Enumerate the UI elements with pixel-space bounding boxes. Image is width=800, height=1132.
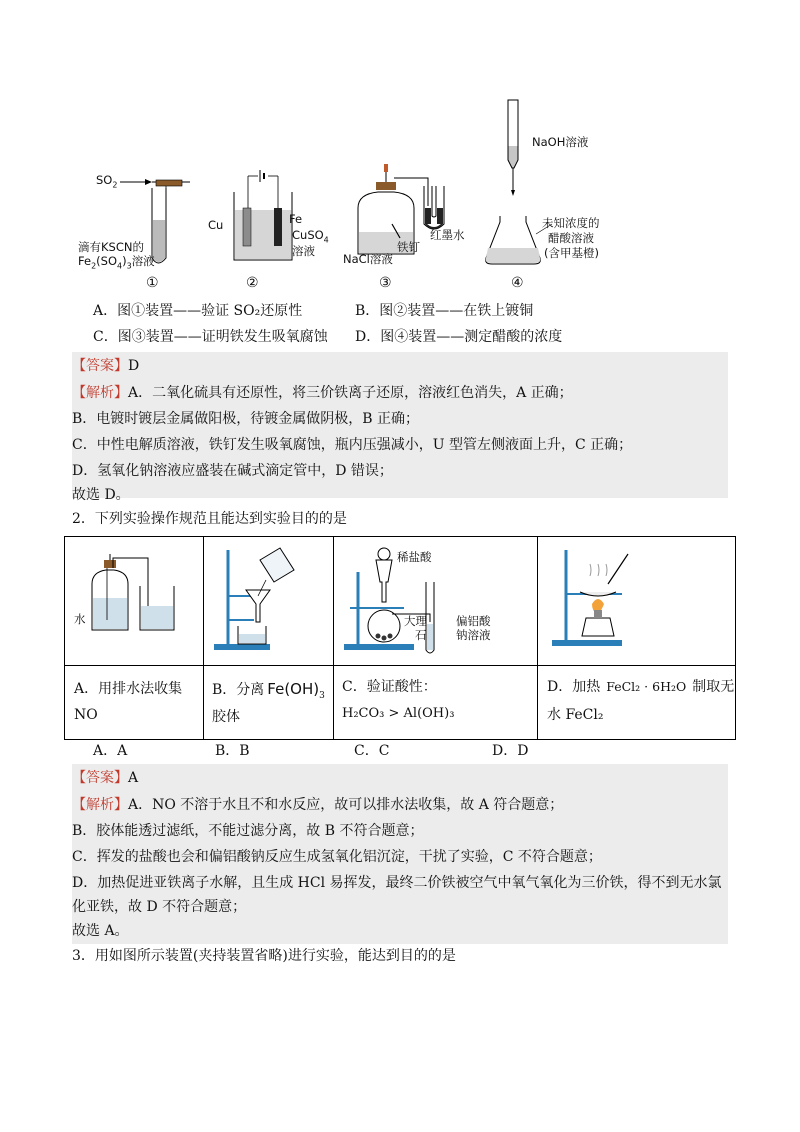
q1-option-a: A．图①装置——验证 SO₂还原性 xyxy=(93,303,303,319)
q2-label-marble-2: 石 xyxy=(415,628,427,642)
label-nacl: NaCl溶液 xyxy=(343,252,393,266)
analysis-tag: 【解析】 xyxy=(72,797,128,813)
q2-cell-a-line1: A．用排水法收集 xyxy=(74,681,183,697)
q2-choice-a: A．A xyxy=(93,743,128,759)
q2-cell-d-line2: 水 FeCl₂ xyxy=(547,707,604,723)
q2-label-dilute-hcl: 稀盐酸 xyxy=(397,550,432,564)
label-red-ink: 红墨水 xyxy=(430,228,465,242)
q2-choice-b: B．B xyxy=(215,743,250,759)
q2-label-naalo2-2: 钠溶液 xyxy=(456,628,491,642)
label-acid-line2: 醋酸溶液 xyxy=(548,231,594,245)
q3-stem: 3．用如图所示装置(夹持装置省略)进行实验，能达到目的的是 xyxy=(72,948,456,964)
label-cu: Cu xyxy=(208,218,224,232)
label-cuso4-solution: 溶液 xyxy=(292,244,315,258)
q1-analysis-line-4: D．氢氧化钠溶液应盛装在碱式滴定管中，D 错误； xyxy=(72,463,393,479)
figure-number-2: ② xyxy=(246,275,259,291)
q2-cell-c-line1: C．验证酸性： xyxy=(342,679,437,695)
q2-fig-b-filtration xyxy=(208,540,328,655)
q2-choice-c: C．C xyxy=(354,743,390,759)
q1-analysis-line-2: B．电镀时镀层金属做阳极，待镀金属做阴极，B 正确； xyxy=(72,411,420,427)
q2-analysis-line-3: C．挥发的盐酸也会和偏铝酸钠反应生成氢氧化铝沉淀，干扰了实验，C 不符合题意； xyxy=(72,849,602,865)
label-naoh: NaOH溶液 xyxy=(532,135,589,149)
q2-fig-d-heating xyxy=(548,544,648,654)
figure-number-1: ① xyxy=(146,275,159,291)
q2-label-naalo2-1: 偏铝酸 xyxy=(456,614,491,628)
answer-value: A xyxy=(128,770,139,786)
q2-answer xyxy=(72,769,138,787)
q2-analysis-line-2: B．胶体能透过滤纸，不能过滤分离，故 B 不符合题意； xyxy=(72,823,424,839)
q2-fig-a-water-collection xyxy=(84,550,184,640)
q2-cell-b-line2: 胶体 xyxy=(212,709,240,725)
q1-analysis-line-5: 故选 D。 xyxy=(72,487,130,503)
q2-cell-b-line1: B．分离 $Fe(OH)_3$ xyxy=(212,680,325,701)
figure-number-4: ④ xyxy=(511,275,524,291)
q2-analysis-line-6: 故选 A。 xyxy=(72,923,129,939)
q1-option-d: D．图④装置——测定醋酸的浓度 xyxy=(355,329,563,345)
q2-cell-a-line2: NO xyxy=(74,707,98,723)
label-cuso4: CuSO$_4$ xyxy=(292,228,329,245)
label-so2: $SO_2$ xyxy=(96,173,118,190)
label-iron-nail: 铁钉 xyxy=(397,240,420,254)
figure-number-3: ③ xyxy=(379,275,392,291)
label-acid-line1: 未知浓度的 xyxy=(542,216,600,230)
answer-tag: 【答案】 xyxy=(72,770,128,786)
q1-option-c: C．图③装置——证明铁发生吸氧腐蚀 xyxy=(93,329,328,345)
q2-cell-c-line2: H₂CO₃ > Al(OH)₃ xyxy=(342,706,455,721)
q2-choice-d: D．D xyxy=(492,743,529,759)
q2-cell-d-line1: D．加热 FeCl₂ · 6H₂O 制取无 xyxy=(547,679,735,695)
q1-answer xyxy=(72,357,139,375)
q1-option-b: B．图②装置——在铁上镀铜 xyxy=(355,303,534,319)
label-kscn-line1: 滴有KSCN的 xyxy=(78,240,144,254)
q1-analysis-line-1: 【解析】A．二氧化硫具有还原性，将三价铁离子还原，溶液红色消失，A 正确； xyxy=(72,385,573,401)
q1-analysis-line-3: C．中性电解质溶液，铁钉发生吸氧腐蚀，瓶内压强减小，U 型管左侧液面上升，C 正确； xyxy=(72,437,633,453)
analysis-tag: 【解析】 xyxy=(72,385,128,401)
q2-label-water: 水 xyxy=(74,612,86,626)
answer-tag: 【答案】 xyxy=(72,358,128,374)
label-acid-line3: (含甲基橙) xyxy=(544,246,599,260)
q2-analysis-line-5: 化亚铁，故 D 不符合题意； xyxy=(72,899,247,915)
label-kscn-line2: $Fe_2(SO_4)_3$溶液 xyxy=(78,254,155,271)
label-fe: Fe xyxy=(289,212,303,226)
q2-analysis-line-4: D．加热促进亚铁离子水解，且生成 HCl 易挥发，最终二价铁被空气中氧气氧化为三价铁，得不到无水氯 xyxy=(72,875,722,891)
q2-label-marble-1: 大理 xyxy=(404,614,427,628)
q2-stem: 2．下列实验操作规范且能达到实验目的的是 xyxy=(72,511,347,527)
q2-analysis-line-1: 【解析】A．NO 不溶于水且不和水反应，故可以排水法收集，故 A 符合题意； xyxy=(72,797,564,813)
answer-value: D xyxy=(128,358,140,374)
